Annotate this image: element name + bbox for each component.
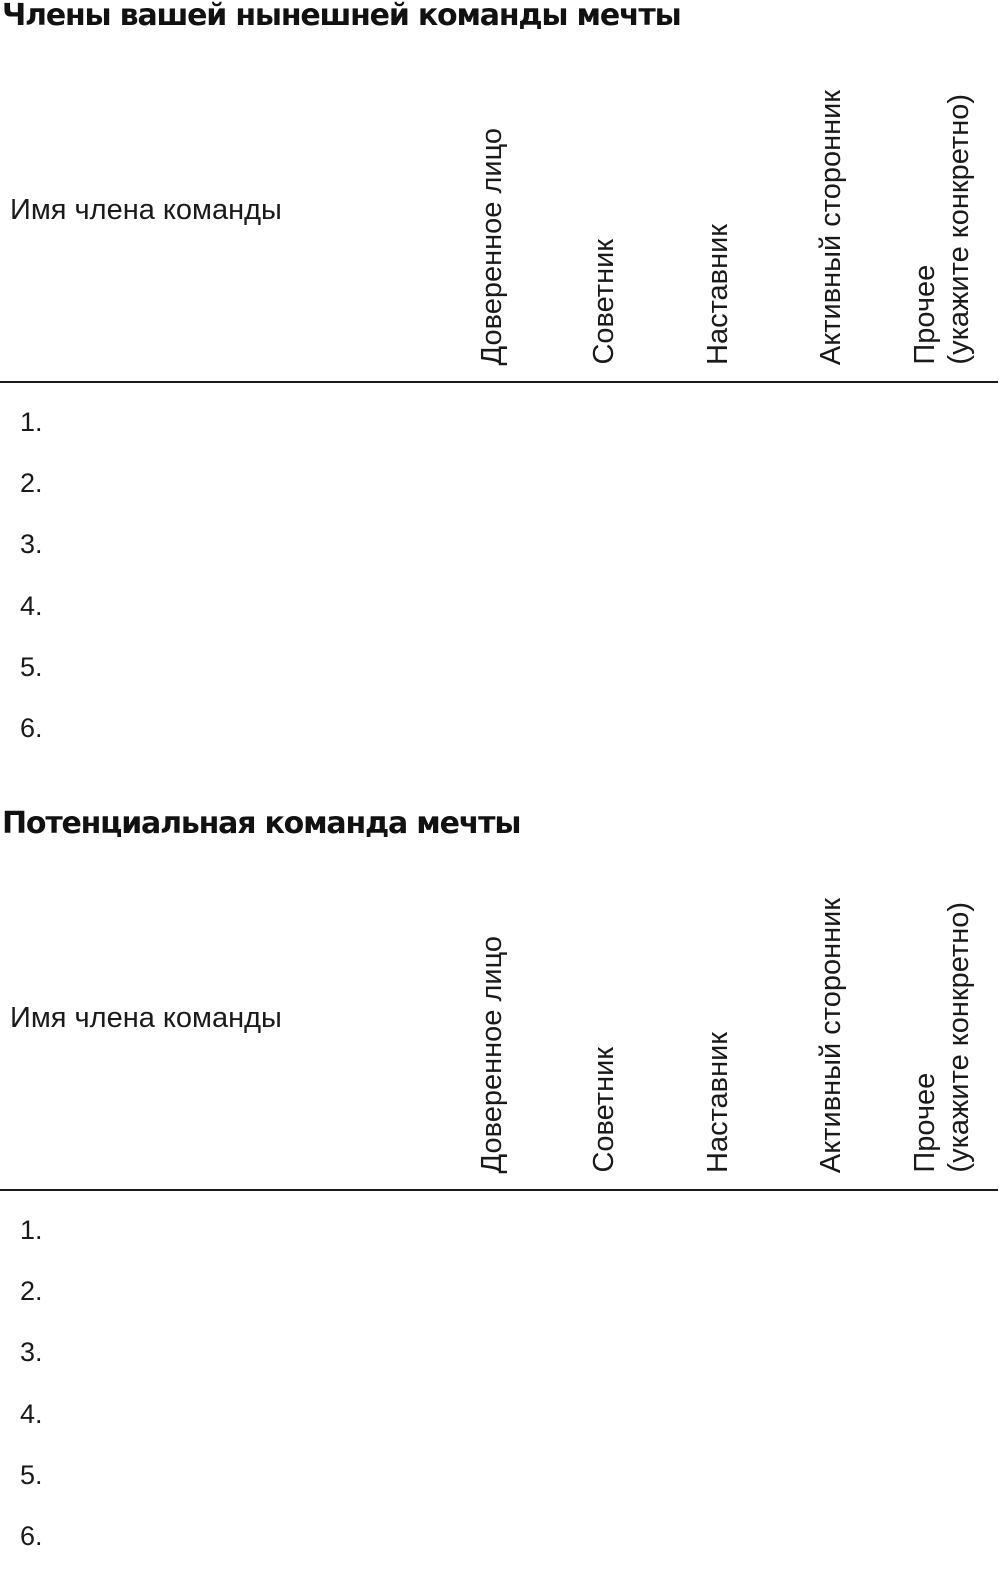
- row-number: 6.: [20, 1520, 43, 1551]
- column-header-other: [908, 868, 988, 1173]
- column-header-trusted-person: [475, 868, 555, 1173]
- column-header-active-supporter: [814, 60, 894, 365]
- row-number: 5.: [20, 651, 43, 682]
- row-number: 1.: [20, 1215, 43, 1245]
- other-label: Прочее: [909, 1073, 941, 1173]
- name-column-header: Имя члена команды: [10, 1002, 282, 1034]
- row-number: 3.: [20, 1337, 43, 1368]
- column-header-active-supporter: [814, 868, 894, 1173]
- section-title: Потенциальная команда мечты: [2, 806, 521, 841]
- member-rows: [20, 1212, 43, 1579]
- row-number: 4.: [20, 590, 43, 621]
- column-header-other: [908, 60, 988, 365]
- column-header-trusted-person: [475, 60, 555, 365]
- column-header-label: [908, 94, 976, 365]
- column-header-label: Доверенное лицо: [476, 935, 508, 1173]
- column-header-label: Доверенное лицо: [476, 127, 508, 365]
- row-number: 4.: [20, 1398, 43, 1429]
- header-divider: [0, 381, 998, 383]
- row-number: 2.: [20, 1276, 43, 1307]
- member-rows: [20, 404, 43, 771]
- column-header-label: Активный сторонник: [815, 89, 847, 365]
- column-header-label: [908, 902, 976, 1173]
- column-header-mentor: [701, 868, 781, 1173]
- other-note: (укажите конкретно): [943, 902, 975, 1173]
- column-header-adviser: [587, 868, 667, 1173]
- column-header-label: Наставник: [702, 224, 734, 365]
- row-number: 1.: [20, 407, 43, 437]
- column-header-label: Советник: [588, 1047, 620, 1173]
- column-header-label: Советник: [588, 239, 620, 365]
- other-note: (укажите конкретно): [943, 94, 975, 365]
- column-header-adviser: [587, 60, 667, 365]
- row-number: 6.: [20, 712, 43, 743]
- header-divider: [0, 1189, 998, 1191]
- section-title: Члены вашей нынешней команды мечты: [2, 0, 681, 33]
- column-header-mentor: [701, 60, 781, 365]
- column-header-label: Наставник: [702, 1032, 734, 1173]
- row-number: 5.: [20, 1459, 43, 1490]
- other-label: Прочее: [909, 265, 941, 365]
- name-column-header: Имя члена команды: [10, 194, 282, 226]
- row-number: 2.: [20, 468, 43, 499]
- column-header-label: Активный сторонник: [815, 897, 847, 1173]
- row-number: 3.: [20, 529, 43, 560]
